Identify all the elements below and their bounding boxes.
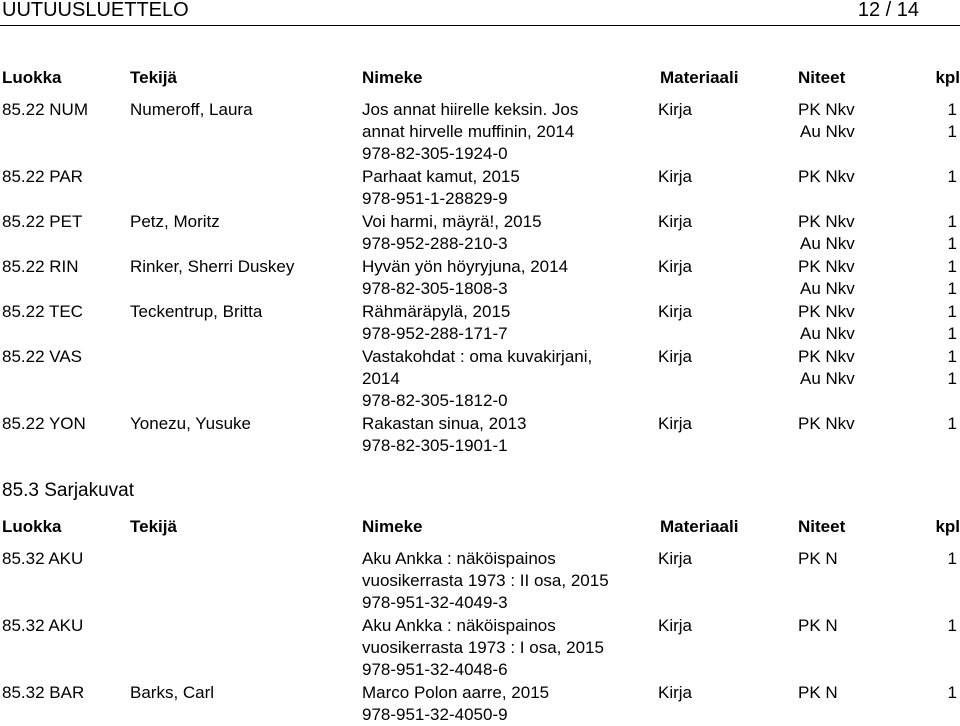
row-materiaali: Kirja: [658, 302, 693, 321]
row-niteet: [798, 413, 855, 435]
row-title-line: 2014: [362, 369, 400, 388]
row-tekija: Teckentrup, Britta: [130, 302, 263, 321]
row-materiaali: Kirja: [658, 414, 693, 433]
row-niteet: [798, 548, 838, 570]
row-title-line: vuosikerrasta 1973 : I osa, 2015: [362, 638, 604, 657]
row-title-line: Voi harmi, mäyrä!, 2015: [362, 212, 542, 231]
holding-count: 1: [947, 683, 957, 702]
row-title-line: Marco Polon aarre, 2015: [362, 683, 550, 702]
row-niteet: [798, 211, 855, 255]
row-kpl: [933, 301, 957, 345]
holding-count: 1: [947, 347, 957, 366]
holding-count: 1: [947, 414, 957, 433]
row-niteet: [798, 346, 855, 390]
row-kpl: [933, 413, 957, 435]
row-title-line: Hyvän yön höyryjuna, 2014: [362, 257, 569, 276]
row-materiaali: Kirja: [658, 616, 693, 635]
holding-count: 1: [947, 212, 957, 231]
column-headers-2: [0, 516, 960, 538]
row-kpl: [933, 256, 957, 300]
row-kpl: [933, 615, 957, 637]
row-luokka: 85.32 BAR: [2, 683, 85, 702]
row-kpl: [933, 166, 957, 188]
column-header-niteet: Niteet: [798, 517, 846, 536]
holding-location: PK Nkv: [798, 257, 855, 276]
row-nimeke: [362, 548, 609, 614]
column-header-kpl: kpl: [935, 517, 960, 536]
holding-location: Au Nkv: [800, 324, 855, 343]
holding-location: PK Nkv: [798, 414, 855, 433]
row-luokka: 85.22 NUM: [2, 100, 88, 119]
row-materiaali: Kirja: [658, 212, 693, 231]
holding-count: 1: [947, 302, 957, 321]
row-title-line: Rakastan sinua, 2013: [362, 414, 527, 433]
row-isbn: 978-82-305-1924-0: [362, 144, 508, 163]
row-isbn: 978-952-288-210-3: [362, 234, 508, 253]
row-isbn: 978-82-305-1812-0: [362, 391, 508, 410]
holding-location: PK N: [798, 616, 838, 635]
page-number: 12 / 14: [857, 0, 919, 21]
column-header-luokka: Luokka: [2, 517, 62, 536]
row-isbn: 978-952-288-171-7: [362, 324, 508, 343]
row-isbn: 978-951-32-4049-3: [362, 593, 508, 612]
column-headers: [0, 67, 960, 89]
holding-count: 1: [947, 549, 957, 568]
row-luokka: 85.22 PET: [2, 212, 83, 231]
row-tekija: Yonezu, Yusuke: [130, 414, 252, 433]
holding-count: 1: [947, 369, 957, 388]
header-rule: [0, 25, 960, 26]
row-tekija: Petz, Moritz: [130, 212, 220, 231]
row-kpl: [933, 211, 957, 255]
row-kpl: [933, 346, 957, 390]
row-title-line: Parhaat kamut, 2015: [362, 167, 520, 186]
holding-location: Au Nkv: [800, 369, 855, 388]
holding-count: 1: [947, 122, 957, 141]
row-title-line: Rähmäräpylä, 2015: [362, 302, 511, 321]
holding-location: Au Nkv: [800, 279, 855, 298]
column-header-nimeke: Nimeke: [362, 517, 423, 536]
holding-location: PK N: [798, 549, 838, 568]
row-kpl: [933, 99, 957, 143]
row-luokka: 85.22 PAR: [2, 167, 83, 186]
row-title-line: annat hirvelle muffinin, 2014: [362, 122, 575, 141]
row-luokka: 85.22 YON: [2, 414, 86, 433]
column-header-niteet: Niteet: [798, 68, 846, 87]
column-header-nimeke: Nimeke: [362, 68, 423, 87]
row-kpl: [933, 548, 957, 570]
row-luokka: 85.32 AKU: [2, 549, 84, 568]
row-materiaali: Kirja: [658, 100, 693, 119]
holding-count: 1: [947, 100, 957, 119]
row-nimeke: [362, 166, 520, 210]
column-header-materiaali: Materiaali: [660, 517, 739, 536]
row-niteet: [798, 166, 855, 188]
row-niteet: [798, 301, 855, 345]
holding-count: 1: [947, 167, 957, 186]
row-luokka: 85.32 AKU: [2, 616, 84, 635]
holding-location: PK Nkv: [798, 212, 855, 231]
holding-location: PK Nkv: [798, 302, 855, 321]
row-title-line: Aku Ankka : näköispainos: [362, 549, 556, 568]
column-header-materiaali: Materiaali: [660, 68, 739, 87]
row-luokka: 85.22 TEC: [2, 302, 83, 321]
row-isbn: 978-951-32-4048-6: [362, 660, 508, 679]
row-niteet: [798, 256, 855, 300]
row-title-line: Vastakohdat : oma kuvakirjani,: [362, 347, 593, 366]
holding-count: 1: [947, 257, 957, 276]
holding-location: PK Nkv: [798, 167, 855, 186]
holding-count: 1: [947, 616, 957, 635]
row-tekija: Rinker, Sherri Duskey: [130, 257, 295, 276]
row-title-line: Jos annat hiirelle keksin. Jos: [362, 100, 579, 119]
row-materiaali: Kirja: [658, 683, 693, 702]
document-title: UUTUUSLUETTELO: [2, 0, 189, 21]
page-header: [0, 0, 960, 24]
row-materiaali: Kirja: [658, 347, 693, 366]
row-niteet: [798, 682, 838, 704]
row-materiaali: Kirja: [658, 549, 693, 568]
holding-location: Au Nkv: [800, 234, 855, 253]
section-heading: 85.3 Sarjakuvat: [2, 480, 135, 501]
row-nimeke: [362, 301, 510, 345]
holding-count: 1: [947, 279, 957, 298]
row-tekija: Barks, Carl: [130, 683, 215, 702]
column-header-kpl: kpl: [935, 68, 960, 87]
holding-location: PK Nkv: [798, 100, 855, 119]
row-title-line: vuosikerrasta 1973 : II osa, 2015: [362, 571, 609, 590]
row-materiaali: Kirja: [658, 167, 693, 186]
row-isbn: 978-82-305-1901-1: [362, 436, 508, 455]
holding-count: 1: [947, 324, 957, 343]
holding-location: Au Nkv: [800, 122, 855, 141]
row-isbn: 978-951-1-28829-9: [362, 189, 508, 208]
row-nimeke: [362, 99, 578, 165]
row-nimeke: [362, 211, 542, 255]
row-kpl: [933, 682, 957, 704]
row-materiaali: Kirja: [658, 257, 693, 276]
row-niteet: [798, 615, 838, 637]
row-title-line: Aku Ankka : näköispainos: [362, 616, 556, 635]
row-nimeke: [362, 413, 526, 457]
holding-location: PK Nkv: [798, 347, 855, 366]
row-nimeke: [362, 682, 549, 726]
row-nimeke: [362, 615, 604, 681]
row-tekija: Numeroff, Laura: [130, 100, 253, 119]
row-isbn: 978-951-32-4050-9: [362, 705, 508, 724]
row-niteet: [798, 99, 855, 143]
column-header-tekija: Tekijä: [130, 517, 177, 536]
row-luokka: 85.22 VAS: [2, 347, 83, 366]
column-header-luokka: Luokka: [2, 68, 62, 87]
holding-count: 1: [947, 234, 957, 253]
row-nimeke: [362, 256, 568, 300]
column-header-tekija: Tekijä: [130, 68, 177, 87]
row-nimeke: [362, 346, 592, 412]
holding-location: PK N: [798, 683, 838, 702]
row-luokka: 85.22 RIN: [2, 257, 79, 276]
row-isbn: 978-82-305-1808-3: [362, 279, 508, 298]
